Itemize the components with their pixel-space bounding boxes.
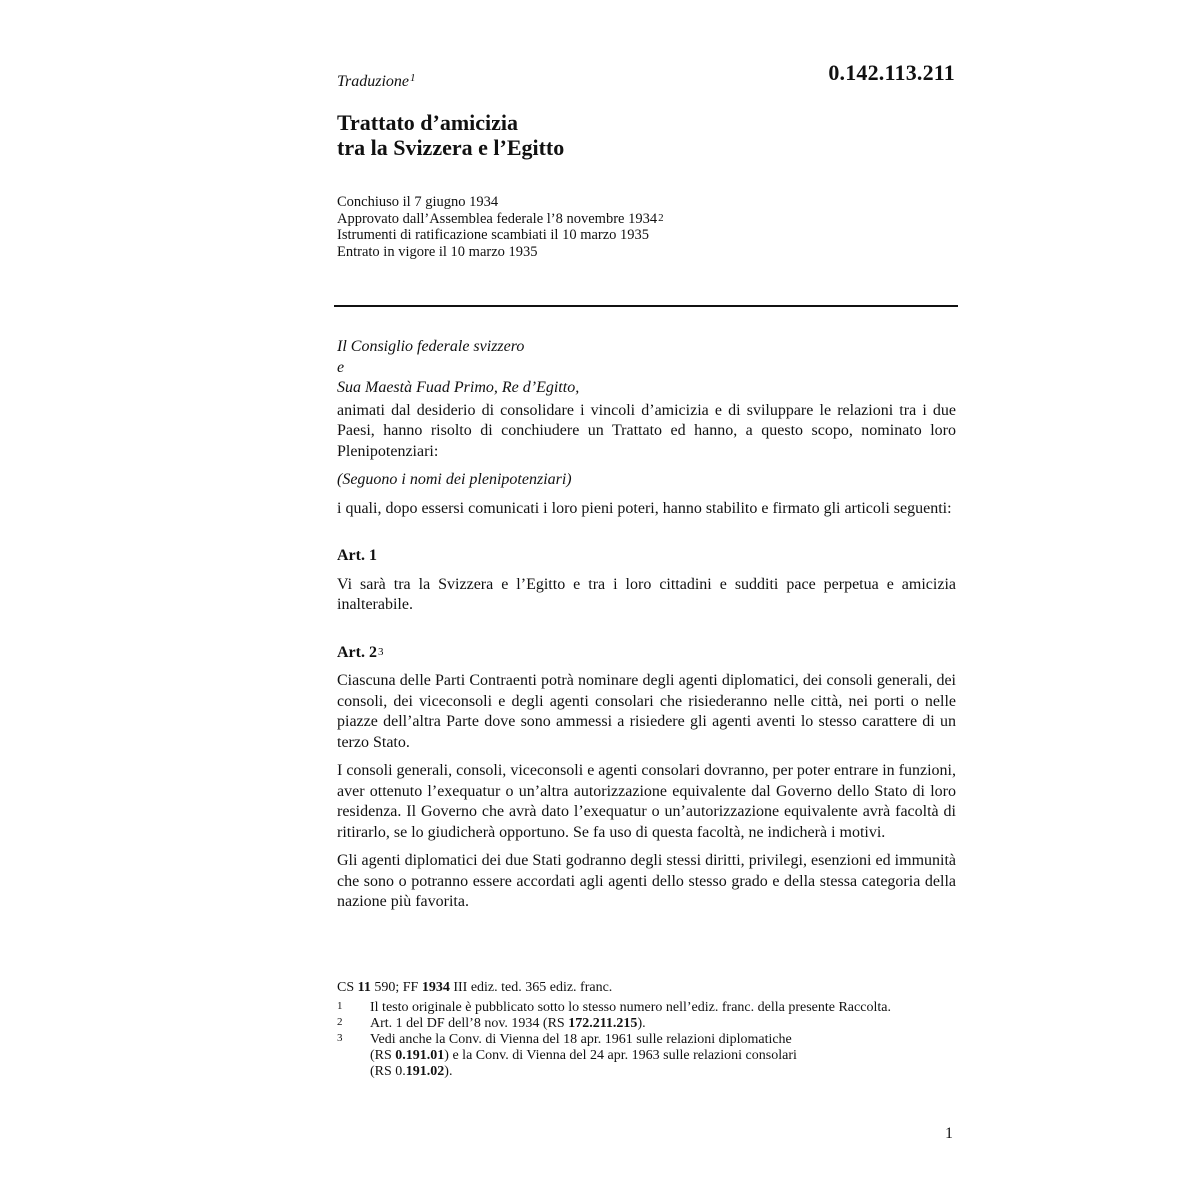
footnote-3-rs-number-2[interactable]: 191.02: [405, 1064, 445, 1079]
footnote-ref-2[interactable]: 2: [658, 211, 664, 224]
footnote-2-rs-number[interactable]: 172.211.215: [568, 1016, 638, 1031]
article-2-paragraph-2: I consoli generali, consoli, viceconsoli e agenti consolari dovranno, per poter entrare in funzioni, aver ottenuto l’exequatur o un’altra autorizzazione equivalente dal Governo dello Stato di loro residenza. Il Governo che avrà dato l’exequatur o un’autorizzazione equivalente avrà facoltà di ritirarlo, se lo giudicherà opportuno. Se fa uso di questa facoltà, ne indicherà i motivi.: [337, 762, 956, 841]
source-cs-page: 590; FF: [374, 980, 419, 995]
footnote-2-text-before: Art. 1 del DF dell’8 nov. 1934 (RS: [370, 1016, 565, 1031]
preamble-conjunction: e: [337, 358, 345, 376]
footnote-2-text-after: ).: [637, 1016, 646, 1031]
meta-concluded: Conchiuso il 7 giugno 1934: [337, 194, 499, 210]
preamble-paragraph-1: animati dal desiderio di consolidare i vincoli d’amicizia e di sviluppare le relazioni tra i due Paesi, hanno risolto di conchiudere un Trattato ed hanno, a questo scopo, nominato loro Plenipotenziari:: [337, 401, 956, 460]
treaty-metadata: [337, 194, 956, 260]
source-cs-volume: 11: [357, 980, 371, 995]
footnote-ref-1[interactable]: 1: [410, 72, 416, 84]
sr-number: 0.142.113.211: [828, 60, 955, 85]
footnote-1-text: Il testo originale è pubblicato sotto lo stesso numero nell’ediz. franc. della presente Raccolta.: [370, 1000, 891, 1015]
page-number: 1: [945, 1125, 953, 1142]
meta-approved-text: Approvato dall’Assemblea federale l’8 novembre 1934: [337, 210, 658, 227]
footnote-ref-3[interactable]: 3: [377, 645, 384, 658]
title-line-1: Trattato d’amicizia: [337, 110, 519, 135]
footnote-3-part-5: ).: [444, 1064, 453, 1079]
source-cs-label: CS: [337, 980, 355, 995]
article-2-paragraph-3: Gli agenti diplomatici dei due Stati godranno degli stessi diritti, privilegi, esenzioni ed immunità che sono o potranno essere accordati agli agenti dello stesso grado e della stessa categoria della nazione più favorita.: [337, 852, 956, 910]
footnote-1-number: 1: [337, 1000, 343, 1012]
footnote-1: [337, 1000, 956, 1016]
article-1-paragraph: Vi sarà tra la Svizzera e l’Egitto e tra i loro cittadini e sudditi pace perpetua e amicizia inalterabile.: [337, 575, 956, 613]
meta-entry-into-force: Entrato in vigore il 10 marzo 1935: [337, 243, 538, 260]
translation-label-text: Traduzione: [337, 73, 410, 90]
preamble-party-1: Il Consiglio federale svizzero: [337, 338, 525, 355]
footnote-3-number: 3: [337, 1032, 343, 1044]
footnote-3-part-3: ) e la Conv. di Vienna del 24 apr. 1963 sulle relazioni consolari: [444, 1048, 797, 1063]
footnote-3-part-2: (RS: [370, 1048, 392, 1063]
meta-ratification: Istrumenti di ratificazione scambiati il 10 marzo 1935: [337, 227, 650, 243]
meta-approved: [337, 211, 956, 228]
footnote-3-rs-number-1[interactable]: 0.191.01: [395, 1048, 445, 1063]
translation-label: [337, 73, 956, 91]
preamble-plenipotentiaries: (Seguono i nomi dei plenipotenziari): [337, 471, 572, 488]
article-2-paragraph-1: Ciascuna delle Parti Contraenti potrà nominare degli agenti diplomatici, dei consoli generali, dei consoli, dei viceconsoli e degli agenti consolari che risiederanno nelle città, nei porti o nelle piazze dell’altra Parte dove sono ammessi a risiedere gli agenti aventi lo stesso carattere di un terzo Stato.: [337, 672, 956, 751]
source-ff-year: 1934: [421, 980, 450, 995]
title-line-2: tra la Svizzera e l’Egitto: [337, 135, 565, 160]
source-ff-rest: III ediz. ted. 365 ediz. franc.: [453, 980, 613, 995]
footnote-source-line: [337, 980, 956, 996]
footnote-2: [337, 1016, 956, 1032]
preamble-paragraph-2: i quali, dopo essersi comunicati i loro pieni poteri, hanno stabilito e firmato gli articoli seguenti:: [337, 499, 952, 517]
document-title: [337, 110, 956, 160]
article-2-heading: [337, 643, 956, 664]
footnote-3-part-4: (RS 0.: [370, 1064, 406, 1079]
article-1-heading: Art. 1: [337, 547, 377, 564]
footnote-2-number: 2: [337, 1016, 343, 1028]
footnote-3-line-1: Vedi anche la Conv. di Vienna del 18 apr. 1961 sulle relazioni diplomatiche: [370, 1032, 792, 1047]
footnote-3-line-3: [370, 1064, 956, 1080]
footnote-3: [337, 1032, 956, 1080]
footnotes: [337, 980, 956, 1080]
preamble-party-2: Sua Maestà Fuad Primo, Re d’Egitto,: [337, 379, 580, 396]
footnote-3-line-2: [370, 1048, 956, 1064]
article-2-heading-text: Art. 2: [337, 643, 377, 661]
header-divider: [334, 305, 958, 307]
preamble: [337, 337, 956, 913]
